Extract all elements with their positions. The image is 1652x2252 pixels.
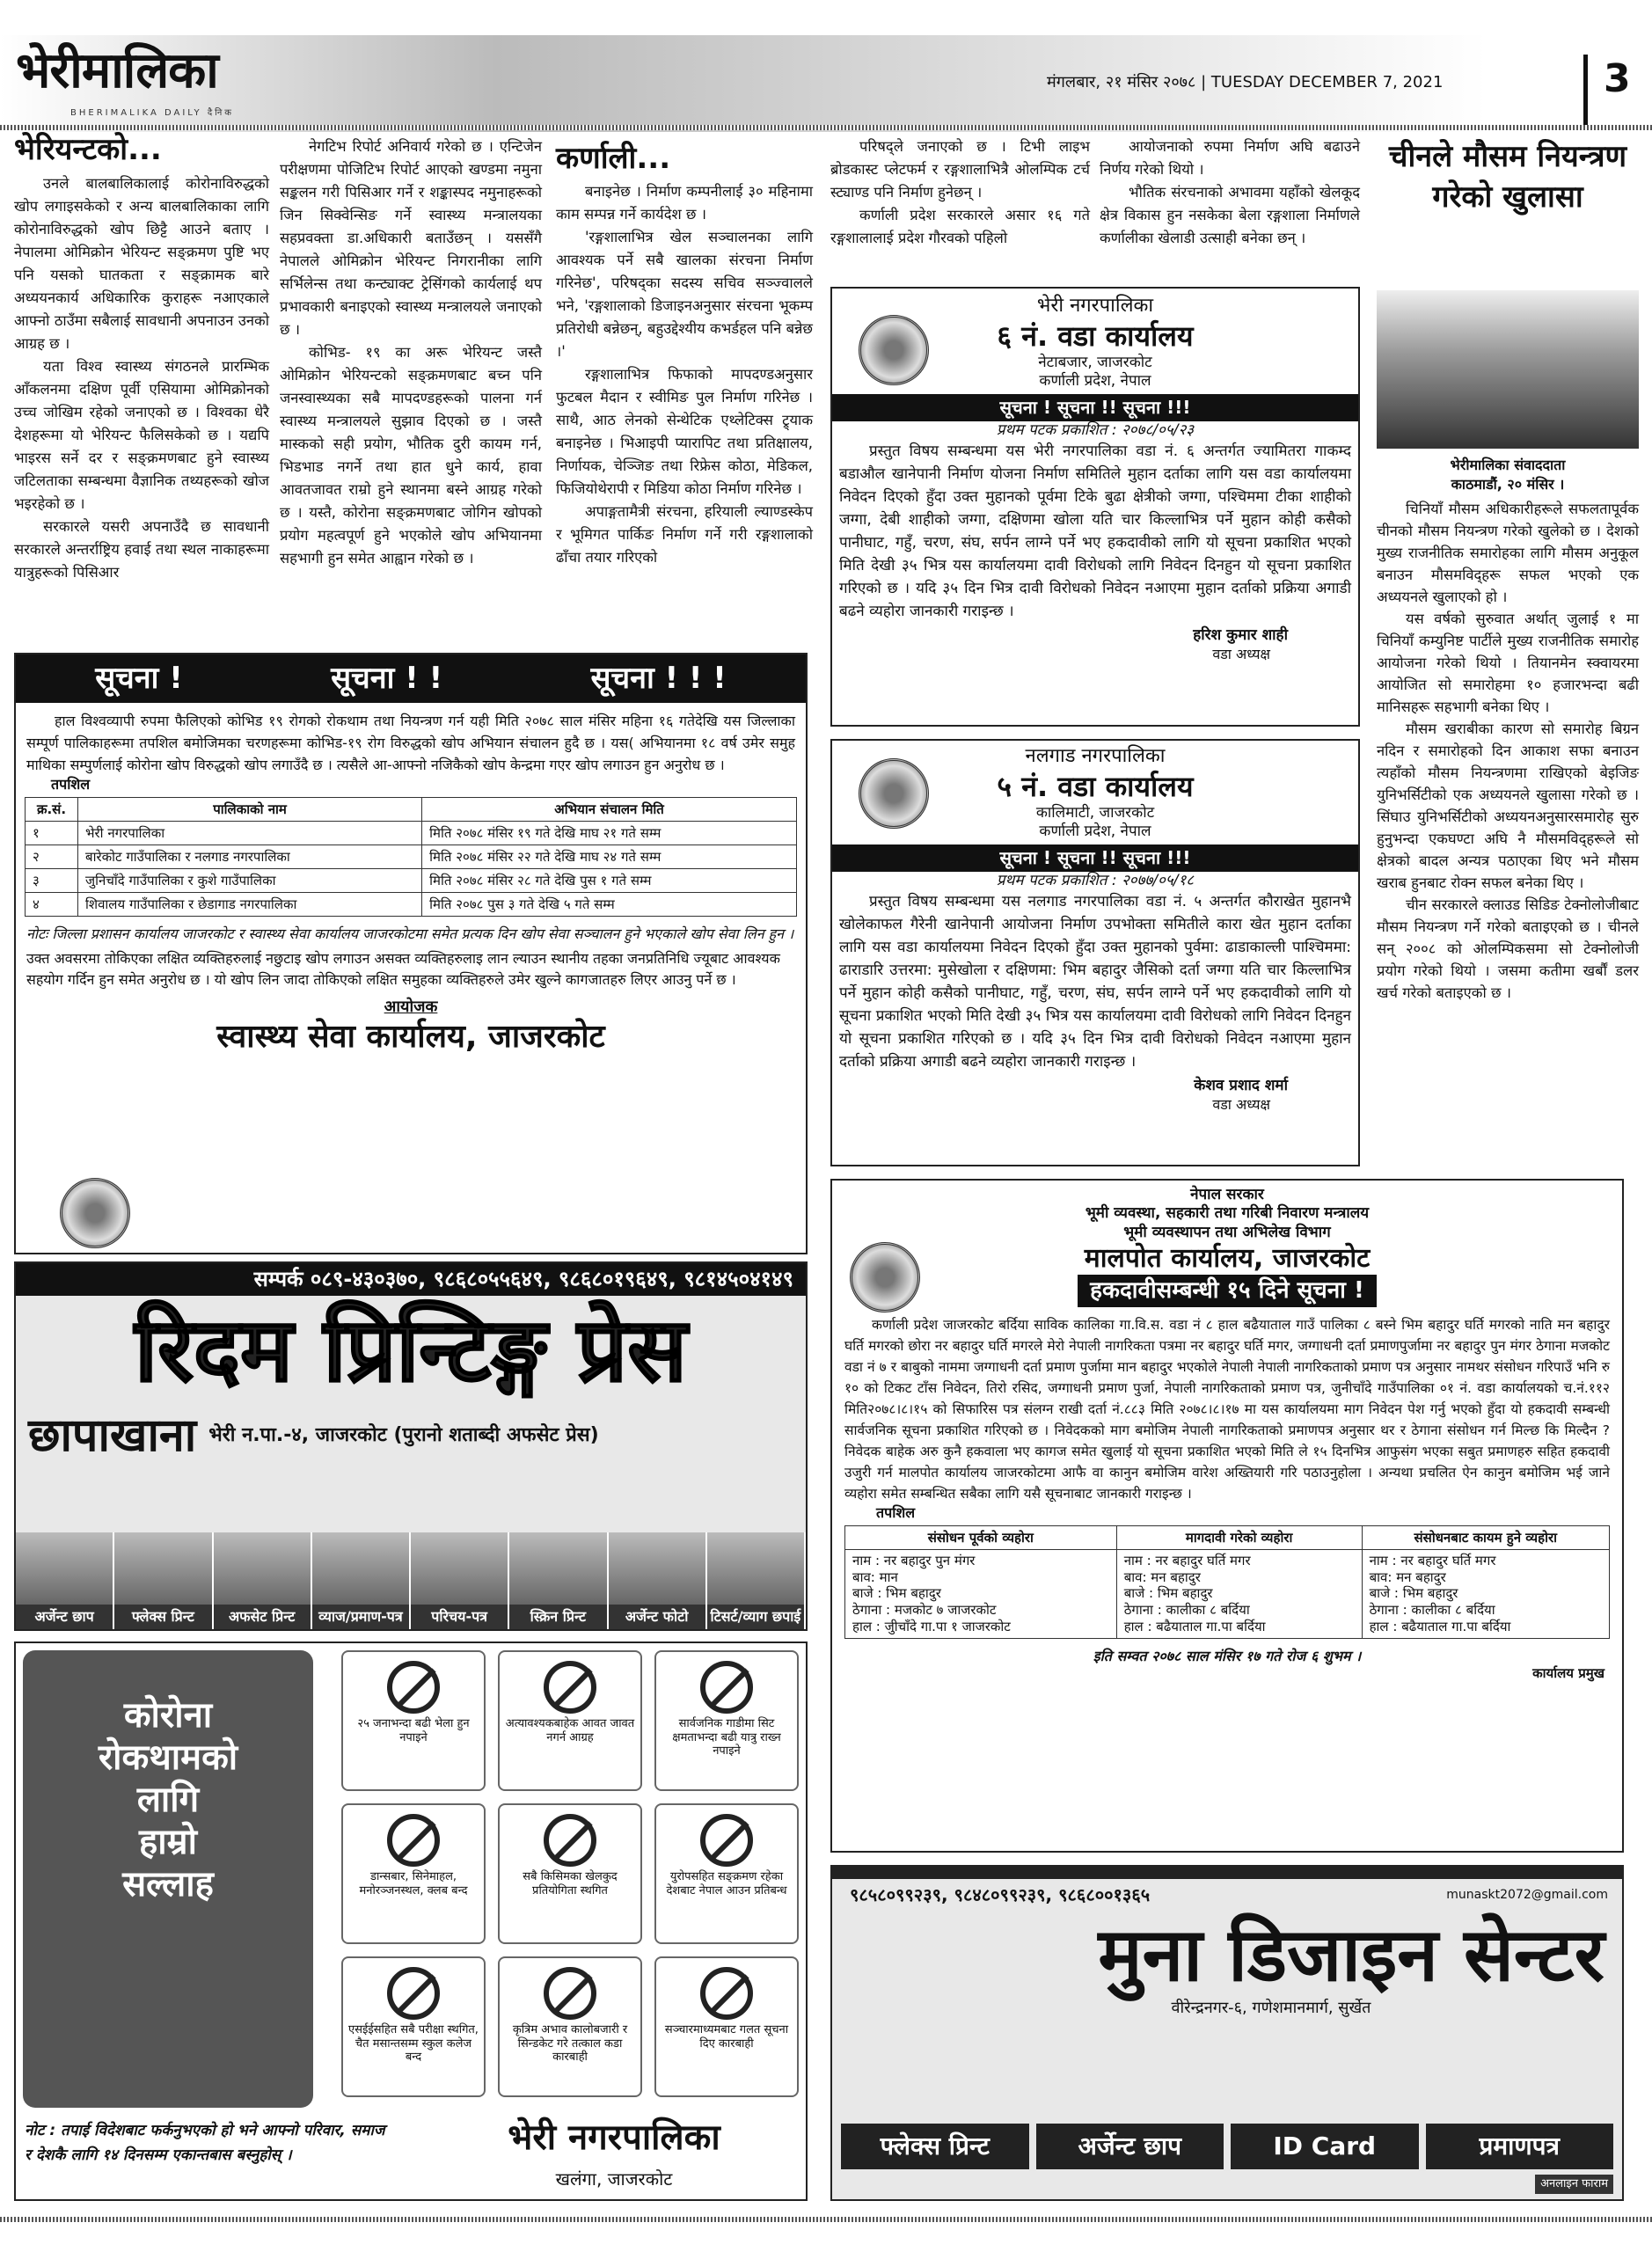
service-image bbox=[707, 1532, 804, 1605]
notice-banner bbox=[16, 654, 806, 703]
ad-contact: सम्पर्क ०८९-४३०३७०, ९८६८०५५६४९, ९८६८०१९६४९, ९८१४५०४१४९ bbox=[16, 1263, 806, 1296]
ad-org: भेरी नगरपालिका bbox=[508, 2117, 720, 2158]
cell-line: बाजे : भिम बहादुर bbox=[1369, 1585, 1458, 1602]
divider bbox=[0, 2217, 1652, 2222]
paragraph: यता विश्व स्वास्थ्य संगठनले प्रारम्भिक आँकलनमा दक्षिण पूर्वी एसियामा ओमिक्रोनको उच्च जोखिम रहेको जनाएको छ । विश्वका धेरै देशहरूमा यो भेरियन्ट फैलिसकेको छ । यद्यपि भाइरस सर्ने दर र सङ्क्रमणबाट हुने स्वास्थ्य जटिलताका सम्बन्धमा वैज्ञानिक तथ्यहरूको खोज भइरहेको छ । bbox=[14, 358, 269, 512]
notice-signer: हरिश कुमार शाही bbox=[1193, 626, 1288, 645]
prohibited-icon bbox=[544, 1814, 596, 1867]
ad-corona bbox=[14, 1641, 808, 2201]
service-image bbox=[411, 1532, 508, 1605]
paragraph: कर्णाली प्रदेश सरकारले असार १६ गते रङ्गशालालाई प्रदेश गौरवको पहिलो bbox=[830, 207, 1090, 246]
ad-note: नोट : तपाई विदेशबाट फर्कनुभएको हो भने आफ्नो परिवार, समाज र देशकै लागि १४ दिनसम्म एकान्तबास बस्नुहोस् । bbox=[25, 2122, 385, 2164]
cell-line: ठेगाना : कालीका ८ बर्दिया bbox=[1369, 1602, 1495, 1618]
nepal-emblem-icon bbox=[859, 315, 929, 385]
byline-name: भेरीमालिका संवाददाता bbox=[1450, 457, 1566, 473]
ad-muna-design bbox=[830, 1865, 1624, 2201]
service-item bbox=[214, 1532, 312, 1629]
cell-line: बाव: मन बहादुर bbox=[1123, 1568, 1201, 1585]
tip-text: डान्सबार, सिनेमाहल, मनोरञ्जनस्थल, क्लब बन्द bbox=[359, 1870, 468, 1897]
tip-card bbox=[498, 1956, 642, 2097]
cell-line: नाम : नर बहादुर घर्ति मगर bbox=[1369, 1552, 1496, 1568]
notice-office: ५ नं. वडा कार्यालय bbox=[997, 769, 1194, 803]
organizer-label: आयोजक bbox=[384, 997, 438, 1016]
table-row bbox=[26, 844, 797, 868]
tip-text: कृत्रिम अभाव कालोबजारी र सिन्डकेट गरे तत्काल कडा कारबाही bbox=[512, 2023, 628, 2065]
article-body bbox=[1377, 498, 1639, 1004]
headline-line: लागि bbox=[136, 1780, 200, 1820]
paragraph: सरकारले यसरी अपनाउँदै छ सावधानी सरकारले अन्तर्राष्ट्रिय हवाई तथा स्थल नाकाहरूमा यात्रुहरूको पिसिआर bbox=[14, 518, 269, 581]
nepal-emblem-icon bbox=[60, 1178, 130, 1248]
column-header: अभियान संचालन मिति bbox=[422, 797, 797, 821]
table-cell bbox=[1362, 1549, 1609, 1638]
notice-ward5 bbox=[830, 739, 1360, 1166]
tip-card bbox=[654, 1803, 799, 1944]
notice-signer-title: वडा अध्यक्ष bbox=[1212, 645, 1270, 662]
cell-line: नाम : नर बहादुर घर्ति मगर bbox=[1123, 1552, 1251, 1568]
tip-text: सञ्चारमाध्यमबाट गलत सूचना दिए कारबाही bbox=[664, 2023, 789, 2051]
cell-line: हाल : जुीचाँदे गा.पा १ जाजरकोट bbox=[852, 1618, 1011, 1634]
table-cell: १ bbox=[26, 821, 78, 844]
paragraph: मौसम खराबीका कारण सो समारोह बिग्रन नदिन र समारोहको दिन आकाश सफा बनाउन त्यहाँको मौसम नियन्त्रणमा राखिएको बेइजिङ युनिभर्सिटीको एक अध्ययनले खुलासा गरेको छ । सिंघाउ युनिभर्सिटीको अध्ययनअनुसारसमारोह सुरु हुनुभन्दा एकघण्टा अघि नै मौसमविद्हरूले सो क्षेत्रको बादल अन्यत्र पठाएका थिए भने मौसम खराब हुनबाट रोक्न सफल बनेका थिए । bbox=[1377, 720, 1639, 891]
ad-stripe bbox=[832, 1867, 1622, 1879]
paragraph: बनाइनेछ । निर्माण कम्पनीलाई ३० महिनामा काम सम्पन्न गर्ने कार्यदेश छ । bbox=[556, 183, 813, 223]
logo-subtitle: BHERIMALIKA DAILY दैनिक bbox=[70, 108, 234, 118]
notice-malpot bbox=[830, 1179, 1624, 1853]
article-title: भेरियन्टको... bbox=[14, 132, 162, 167]
service-label: परिचय-पत्र bbox=[411, 1605, 508, 1629]
tip-card bbox=[498, 1650, 642, 1791]
table-cell: ४ bbox=[26, 892, 78, 916]
service-image bbox=[509, 1532, 606, 1605]
article-body bbox=[14, 172, 269, 584]
tip-text: सबै किसिमका खेलकुद प्रतियोगिता स्थगित bbox=[523, 1870, 618, 1897]
table-cell bbox=[845, 1549, 1117, 1638]
notice-ward6 bbox=[830, 287, 1360, 727]
paragraph: रङ्गशालाभित्र फिफाको मापदण्डअनुसार फुटबल मैदान र स्वीमिङ पुल निर्माण गरिनेछ । साथै, आठ लेनको सेन्थेटिक एथ्लेटिक्स ट्र्याक बनाइनेछ । भिआइपी प्यारापिट तथा प्रतिक्षालय, निर्णायक, चेञ्जिङ तथा रिफ्रेस कोठा, मेडिकल, फिजियोथेरापी र मिडिया कोठा निर्माण गरिनेछ । bbox=[556, 366, 813, 497]
tip-text: २५ जनाभन्दा बढी भेला हुन नपाइने bbox=[357, 1717, 470, 1744]
column-header: संसोधन पूर्वको व्यहोरा bbox=[845, 1525, 1117, 1549]
service-item: अर्जेन्ट छाप bbox=[1036, 2124, 1224, 2169]
tip-text: सार्वजनिक गाडीमा सिट क्षमताभन्दा बढी यात्रु राख्न नपाइने bbox=[672, 1717, 781, 1758]
prohibited-icon bbox=[700, 1967, 753, 2020]
table-cell: मिति २०७८ मंसिर १९ गते देखि माघ २१ गते सम्म bbox=[422, 821, 797, 844]
prohibited-icon bbox=[700, 1814, 753, 1867]
banner-text: सूचना ! ! bbox=[331, 661, 443, 696]
paragraph: परिषद्ले जनाएको छ । टिभी लाइभ ब्रोडकास्ट प्लेटफर्म र रङ्गशालाभित्रै ओलम्पिक टर्च स्ट्याण्ड पनि निर्माण हुनेछन् । bbox=[830, 138, 1090, 201]
service-item bbox=[312, 1532, 411, 1629]
notice-address: कालिमाटी, जाजरकोट bbox=[1035, 803, 1155, 822]
service-item bbox=[509, 1532, 608, 1629]
tip-card bbox=[341, 1803, 486, 1944]
article-title: चीनले मौसम नियन्त्रण गरेको खुलासा bbox=[1388, 139, 1627, 215]
notice-published: प्रथम पटक प्रकाशित : २०७७/०५/१८ bbox=[996, 872, 1195, 889]
tip-card bbox=[654, 1956, 799, 2097]
ad-subtitle: छापाखाना bbox=[28, 1408, 197, 1462]
page-number: 3 bbox=[1583, 55, 1631, 125]
issue-date: मंगलबार, २१ मंसिर २०७८ | TUESDAY DECEMBER 7, 2021 bbox=[1047, 73, 1444, 91]
tip-text: युरोपसहित सङ्क्रमण रहेका देशबाट नेपाल आउन प्रतिबन्ध bbox=[666, 1870, 787, 1897]
paragraph: उनले बालबालिकालाई कोरोनाविरुद्धको खोप लगाइसकेको र अन्य बालबालिकाका लागि कोरोनाविरुद्धको खोप छिट्टै आउने बताए । नेपालमा ओमिक्रोन भेरियन्ट सङ्क्रमण पुष्टि भए पनि यसको घातकता र सङ्क्रामक बारे अध्ययनकार्य अधिकारिक कुराहरू नआएकाले आफ्नो ठाउँमा सबैलाई सावधानी अपनाउन उनको आग्रह छ । bbox=[14, 175, 269, 352]
ad-title: मुना डिजाइन सेन्टर bbox=[1098, 1912, 1604, 1998]
tip-card bbox=[341, 1956, 486, 2097]
service-label: फ्लेक्स प्रिन्ट bbox=[114, 1605, 211, 1629]
notice-signer: केशव प्रशाद शर्मा bbox=[1194, 1077, 1288, 1095]
service-item bbox=[114, 1532, 213, 1629]
notice-address: कर्णाली प्रदेश, नेपाल bbox=[1039, 371, 1151, 390]
notice-note: नोटः जिल्ला प्रशासन कार्यालय जाजरकोट र स्वास्थ्य सेवा कार्यालय जाजरकोटमा समेत प्रत्यक दिन खोप सेवा सञ्चालन हुने भएकाले खोप सेवा लिन हुन । bbox=[26, 925, 794, 942]
ad-online-form: अनलाइन फाराम bbox=[1535, 2175, 1613, 2194]
banner-text: सूचना ! ! ! bbox=[590, 661, 727, 696]
schedule-table bbox=[25, 797, 797, 917]
service-item bbox=[16, 1532, 114, 1629]
service-label: व्याज/प्रमाण-पत्र bbox=[312, 1605, 409, 1629]
tip-text: अत्यावश्यकबाहेक आवत जावत नगर्न आग्रह bbox=[505, 1717, 635, 1744]
service-image bbox=[16, 1532, 113, 1605]
ad-phones: ९८५८०९९२३९, ९८४८०९९२३९, ९८६८००१३६५ bbox=[850, 1884, 1151, 1905]
notice-banner: सूचना ! सूचना !! सूचना !!! bbox=[832, 394, 1358, 421]
article-title: कर्णाली... bbox=[556, 141, 671, 176]
article-photo bbox=[1377, 290, 1639, 449]
tapsil-label: तपशिल bbox=[51, 775, 91, 793]
cell-line: ठेगाना : मजकोट ७ जाजरकोट bbox=[852, 1602, 997, 1618]
table-cell: बारेकोट गाउँपालिका र नलगाड नगरपालिका bbox=[78, 844, 422, 868]
table-row bbox=[26, 868, 797, 892]
notice-banner: हकदावीसम्बन्धी १५ दिने सूचना ! bbox=[1078, 1275, 1377, 1307]
service-label: अर्जेन्ट छाप bbox=[16, 1605, 113, 1629]
service-item bbox=[411, 1532, 509, 1629]
notice-office: ६ नं. वडा कार्यालय bbox=[997, 318, 1194, 353]
notice-body: प्रस्तुत विषय सम्बन्धमा यस नलगाड नगरपालिका वडा नं. ५ अन्तर्गत कौराखेत मुहानभै खोलेकाफल गैरेनी खानेपानी आयोजना निर्माण उपभोक्ता समितीले कारा खेत मुहान दर्ताका लागि यस वडा कार्यालयमा निवेदन दिएको हुँदा उक्त मुहानको पुर्वमा: ढाडाकाल्ली पाश्चिममा: ढाराडारि उत्तरमा: मुसेखोला र दक्षिणमा: भिम बहादुर जैसिको दर्ता जग्गा यति चार किल्लाभित्र पर्ने मुहान कोही कसैको पानीघाट, गहुँ, चरण, संघ, सर्पन लाग्ने पर्ने भए हकदावीको लागि यो सूचना प्रकाशित भएको मिति देखी ३५ भित्र यस कार्यालयमा दावी विरोधको लागि निवेदन दिनहुन यो सूचना प्रकाशित गरिएको छ । यदि ३५ दिन भित्र दावी विरोधको निवेदन नआएमा मुहान दर्ताको प्रक्रिया अगाडी बढने व्यहोरा जानकारी गराइन्छ । bbox=[839, 893, 1351, 1071]
notice-closing: इति सम्वत २०७८ साल मंसिर १७ गते रोज ६ शुभम । bbox=[1093, 1647, 1362, 1664]
table-cell: जुनिचाँदे गाउँपालिका र कुशे गाउँपालिका bbox=[78, 868, 422, 892]
table-cell bbox=[1116, 1549, 1362, 1638]
notice-line: भूमी व्यवस्था, सहकारी तथा गरिबी निवारण मन्त्रालय bbox=[1085, 1204, 1370, 1223]
notice-body: प्रस्तुत विषय सम्बन्धमा यस भेरी नगरपालिका वडा नं. ६ अन्तर्गत ज्यामितरा गाकम्द बडाऔल खानेपानी निर्माण योजना निर्माण समितिले मुहान दर्ताका लागि यस वडा कार्यालयमा निवेदन दिएको हुँदा उक्त मुहानको पूर्वमा टिके बुढा क्षेत्रीको जग्गा, पश्चिममा टीका शाहीको जग्गा, देबी शाहीको जग्गा, दक्षिणमा खोला यति चार किल्लाभित्र पर्ने मुहान कोही कसैको पानीघाट, गहुँ, चरण, संघ, सर्पन लाग्ने पर्ने भए हकदावीको लागि यो सूचना प्रकाशित भएको मिति देखी ३५ भित्र यस कार्यालयमा दावी विरोधको लागि निवेदन दिनहुन यो सूचना प्रकाशित गरिएको छ । यदि ३५ दिन भित्र दावी विरोधको निवेदन नआएमा मुहान दर्ताको प्रक्रिया अगाडी बढने व्यहोरा जानकारी गराइन्छ । bbox=[839, 442, 1351, 621]
notice-org: नलगाड नगरपालिका bbox=[1025, 745, 1166, 767]
paragraph: भौतिक संरचनाको अभावमा यहाँको खेलकूद क्षेत्र विकास हुन नसकेका बेला रङ्गशाला निर्माणले कर्णालीका खेलाडी उत्साही बनेका छन् । bbox=[1100, 184, 1360, 246]
table-cell: शिवालय गाउँपालिका र छेडागाड नगरपालिका bbox=[78, 892, 422, 916]
notice-signer: कार्यालय प्रमुख bbox=[1532, 1664, 1604, 1681]
notice-office: मालपोत कार्यालय, जाजरकोट bbox=[1084, 1242, 1371, 1274]
organizer-name: स्वास्थ्य सेवा कार्यालय, जाजरकोट bbox=[216, 1019, 605, 1055]
table-cell: मिति २०७८ पुस ३ गते देखि ५ गते सम्म bbox=[422, 892, 797, 916]
service-label: अर्जेन्ट फोटो bbox=[609, 1605, 705, 1629]
prohibited-icon bbox=[700, 1661, 753, 1714]
prohibited-icon bbox=[387, 1661, 440, 1714]
service-image bbox=[214, 1532, 311, 1605]
headline-line: रोकथामको bbox=[98, 1737, 238, 1778]
table-row bbox=[26, 892, 797, 916]
prohibited-icon bbox=[387, 1814, 440, 1867]
article-body bbox=[1100, 135, 1360, 250]
cell-line: बाव: मान bbox=[852, 1568, 898, 1585]
byline bbox=[1377, 456, 1639, 494]
notice-published: प्रथम पटक प्रकाशित : २०७८/०५/२३ bbox=[996, 421, 1195, 439]
cell-line: नाम : नर बहादुर पुन मंगर bbox=[852, 1552, 976, 1568]
service-item: प्रमाणपत्र bbox=[1426, 2124, 1614, 2169]
nepal-emblem-icon bbox=[850, 1242, 920, 1312]
service-image bbox=[312, 1532, 409, 1605]
notice-address: नेटाबजार, जाजरकोट bbox=[1038, 353, 1152, 371]
corona-panel bbox=[23, 1650, 313, 2108]
ad-email: munaskt2072@gmail.com bbox=[1446, 1887, 1608, 1902]
table-cell: भेरी नगरपालिका bbox=[78, 821, 422, 844]
prohibited-icon bbox=[544, 1967, 596, 2020]
record-table bbox=[844, 1525, 1610, 1639]
notice-body: कर्णाली प्रदेश जाजरकोट बर्दिया साविक कालिका गा.वि.स. वडा नं ८ हाल बढैयाताल गाउँ पालिका ८ बस्ने भिम बहादुर घर्ति मगरको नाति मन बहादुर घर्ति मगरको छोरा नर बहादुर घर्ति मगरले मेरो नेपाली नागरिकता पत्रमा नर बहादुर घर्ति मगर, जग्गाधनी दर्ता प्रमाणपुर्जामा नर बहादुर पुन मंगर ठेगाना मजकोट वडा नं ७ र बाबुको नाममा जग्गाधनी दर्ता प्रमाण पुर्जामा मान बहादुर भएकोले नेपाली नेपाली नागरिकताको प्रमाण पत्र अनुसार नामथर संसोधन गरिपाउँ भनि रु १० को टिकट टाँस निवेदन, तिरो रसिद, जग्गाधनी प्रमाण पुर्जा, नेपाली नागरिकताको प्रमाण पत्र, जुनीचाँदे गाउँपालिका ०१ नं. वडा कार्यालयको च.नं.११२ मिति२०७८।८।१५ को सिफारिस पत्र संलग्न राखी दर्ता नं.८८३ मिति २०७८।८।१७ मा यस कार्यालयमा माग निवेदन पेश गर्नु भएको हुँदा यो हकदावी सम्बन्धी सार्वजनिक सूचना प्रकाशित गरिएको छ । निवेदकको माग बमोजिम नेपाली नागरिकताको प्रमाणपत्र अनुसार थर र ठेगाना संसोधन गर्न मिल्छ कि मिल्दैन ? निवेदक बाहेक अरु कुनै हकवाला भए कागज समेत खुलाई यो सूचना प्रकाशित भएको मिति ले १५ दिनभित्र आफुसंग भएका सबुत प्रमाणहरु सहित हकदावी उजुरी गर्न मालपोत कार्यालय जाजरकोटमा आफै वा कानुन बमोजिम वारेश अख्तियारी गरि पठाउनुहोला । अन्यथा प्रचलित ऐन कानुन बमोजिम भई जाने व्यहोरा समेत सम्बन्धित सबैका लागि यसै सूचनाबाट जानकारी गराइन्छ । bbox=[844, 1316, 1610, 1502]
paragraph: आयोजनाको रुपमा निर्माण अघि बढाउने निर्णय गरेको थियो । bbox=[1100, 138, 1360, 178]
column-header: संसोधनबाट कायम हुने व्यहोरा bbox=[1362, 1525, 1609, 1549]
notice-org: भेरी नगरपालिका bbox=[1036, 295, 1154, 317]
notice-line: भूमी व्यवस्थापन तथा अभिलेख विभाग bbox=[1123, 1223, 1331, 1241]
table-cell: मिति २०७८ मंसिर २२ गते देखि माघ २४ गते सम्म bbox=[422, 844, 797, 868]
cell-line: बाव: मन बहादुर bbox=[1369, 1568, 1446, 1585]
headline-line: हाम्रो bbox=[139, 1822, 197, 1862]
cell-line: हाल : बढैयाताल गा.पा बर्दिया bbox=[1369, 1618, 1511, 1634]
ad-address: भेरी न.पा.-४, जाजरकोट (पुरानो शताब्दी अफसेट प्रेस) bbox=[208, 1423, 599, 1446]
cell-line: बाजे : भिम बहादुर bbox=[1123, 1585, 1213, 1602]
article-body bbox=[556, 180, 813, 569]
headline-line: सल्लाह bbox=[122, 1864, 214, 1905]
prohibited-icon bbox=[387, 1967, 440, 2020]
byline-dateline: काठमाडौं, २० मंसिर । bbox=[1451, 476, 1565, 493]
service-label: अफसेट प्रिन्ट bbox=[214, 1605, 311, 1629]
table-cell: ३ bbox=[26, 868, 78, 892]
cell-line: हाल : बढैयाताल गा.पा बर्दिया bbox=[1123, 1618, 1266, 1634]
notice-address: कर्णाली प्रदेश, नेपाल bbox=[1039, 822, 1151, 840]
column-header: पालिकाको नाम bbox=[78, 797, 422, 821]
paragraph: चीन सरकारले क्लाउड सिडिङ टेक्नोलोजीबाट मौसम नियन्त्रण गर्ने गरेको बताइएको छ । चीनले सन् २००८ को ओलम्पिकसमा सो टेक्नोलोजी प्रयोग गरेको थियो । जसमा कतीमा खर्बौं डलर खर्च गरेको बताइएको छ । bbox=[1377, 896, 1639, 1001]
notice-note: उक्त अवसरमा तोकिएका लक्षित व्यक्तिहरुलाई नछुटाइ खोप लगाउन असक्त व्यक्तिहरुलाइ लान ल्याउन स्थानीय तहका जनप्रतिनिधि ज्यूबाट आवश्यक सहयोग गर्दिन हुन समेत अनुरोध छ । यो खोप लिन जादा तोकिएको लक्षित समुहका व्यक्तिहरुले उमेर खुल्ने कागजातहरु लिएर आउनु पर्ने छ । bbox=[26, 949, 780, 988]
ad-address: वीरेन्द्रनगर-६, गणेशमानमार्ग, सुर्खेत bbox=[1171, 1999, 1371, 2017]
tip-text: एसईईसहित सबै परीक्षा स्थगित, चैत मसान्तसम्म स्कुल कलेज बन्द bbox=[348, 2023, 479, 2065]
service-label: टिसर्ट/व्याग छपाई bbox=[707, 1605, 804, 1629]
table-cell: २ bbox=[26, 844, 78, 868]
tip-card bbox=[654, 1650, 799, 1791]
divider bbox=[0, 125, 1652, 130]
newspaper-logo: भेरीमालिका bbox=[16, 42, 218, 99]
paragraph: चिनियाँ मौसम अधिकारीहरूले सफलतापूर्वक चीनको मौसम नियन्त्रण गरेको खुलेको छ । देशको मुख्य राजनीतिक समारोहका लागि मौसम अनुकूल बनाउन मौसमविद्हरू सफल भएको एक अध्ययनले खुलाएको हो । bbox=[1377, 501, 1639, 605]
banner-text: सूचना ! bbox=[95, 661, 183, 696]
service-item bbox=[609, 1532, 707, 1629]
table-row bbox=[26, 821, 797, 844]
headline-line: कोरोना bbox=[123, 1695, 213, 1736]
paragraph: कोभिड- १९ का अरू भेरियन्ट जस्तै ओमिक्रोन भेरियन्टको सङ्क्रमणबाट बच्न पनि जनस्वास्थ्यका सबै मापदण्डहरूको पालना गर्न स्वास्थ्य मन्त्रालयले सुझाव दिएको छ । जस्तै मास्कको सही प्रयोग, भौतिक दुरी कायम गर्न, भिडभाड नगर्ने तथा हात धुने कार्य, हावा आवतजावत राम्रो हुने स्थानमा बस्ने आग्रह गरेको छ । यस्तै, कोरोना सङ्क्रमणबाट जोगिन खोपको प्रयोग महत्वपूर्ण हुने भएकोले खोप अभियानमा सहभागी हुन समेत आह्वान गरेको छ । bbox=[280, 344, 542, 567]
notice-line: नेपाल सरकार bbox=[1190, 1186, 1264, 1203]
notice-body: हाल विश्वव्यापी रुपमा फैलिएको कोभिड १९ रोगको रोकथाम तथा नियन्त्रण गर्न यही मिति २०७८ साल मंसिर महिना १६ गतेदेखि यस जिल्लाका सम्पूर्ण पालिकाहरूमा तपशिल बमोजिमका चरणहरूमा कोभिड-१९ रोग विरुद्धको खोप अभियान संचालन हुदै छ । यस( अभियानमा १८ वर्ष उमेर समुह माथिका सम्पुर्णलाई कोरोना खोप विरुद्धको खोप लगाउँदै छ । त्यसैले आ-आफ्नो नजिकैको खोप केन्द्रमा गएर खोप लगाउन हुन अनुरोध छ । bbox=[26, 712, 795, 773]
ad-org-address: खलंगा, जाजरकोट bbox=[555, 2168, 673, 2190]
service-item: फ्लेक्स प्रिन्ट bbox=[841, 2124, 1029, 2169]
notice-vaccine bbox=[14, 653, 808, 1254]
tapsil-label: तपशिल bbox=[876, 1503, 916, 1521]
paragraph: नेगटिभ रिपोर्ट अनिवार्य गरेको छ । एन्टिजेन परीक्षणमा पोजिटिभ रिपोर्ट आएको खण्डमा नमुना सङ्कलन गरी पिसिआर गर्ने र शङ्कास्पद नमुनाहरूको जिन सिक्वेन्सिङ गर्ने स्वास्थ्य मन्त्रालयका सहप्रवक्ता डा.अधिकारी बताउँछन् । यससँगै नेपालले ओमिक्रोन भेरियन्ट निगरानीका लागि सर्भिलेन्स तथा कन्ट्याक्ट ट्रेसिंगको कार्यलाई थप प्रभावकारी बनाइएको स्वास्थ्य मन्त्रालयले जनाएको छ । bbox=[280, 138, 542, 338]
paragraph: यस वर्षको सुरुवात अर्थात् जुलाई १ मा चिनियाँ कम्युनिष्ट पार्टीले मुख्य राजनीतिक समारोह आयोजना गरेको थियो । तियानमेन स्क्वायरमा आयोजित सो समारोहमा १० हजारभन्दा बढी मानिसहरू सहभागी बनेका थिए । bbox=[1377, 611, 1639, 715]
cell-line: ठेगाना : कालीका ८ बर्दिया bbox=[1123, 1602, 1250, 1618]
tip-card bbox=[341, 1650, 486, 1791]
table-cell: मिति २०७८ मंसिर २८ गते देखि पुस १ गते सम्म bbox=[422, 868, 797, 892]
tip-card bbox=[498, 1803, 642, 1944]
prohibited-icon bbox=[544, 1661, 596, 1714]
ad-rhythm-printing bbox=[14, 1261, 808, 1631]
service-item: ID Card bbox=[1231, 2124, 1419, 2169]
service-label: स्क्रिन प्रिन्ट bbox=[509, 1605, 606, 1629]
service-image bbox=[609, 1532, 705, 1605]
nepal-emblem-icon bbox=[859, 758, 929, 829]
notice-signer-title: वडा अध्यक्ष bbox=[1212, 1095, 1270, 1113]
article-body bbox=[830, 135, 1090, 250]
article-body bbox=[280, 135, 542, 570]
ad-title: रिदम प्रिन्टिङ्ग प्रेस bbox=[135, 1298, 687, 1401]
paragraph: अपाङ्गतामैत्री संरचना, हरियाली ल्याण्डस्केप र भूमिगत पार्किङ निर्माण गर्ने गरी रङ्गशालाको ढाँचा तयार गरिएको bbox=[556, 503, 813, 566]
service-image bbox=[114, 1532, 211, 1605]
notice-banner: सूचना ! सूचना !! सूचना !!! bbox=[832, 844, 1358, 872]
column-header: क्र.सं. bbox=[26, 797, 78, 821]
cell-line: बाजे : भिम बहादुर bbox=[852, 1585, 941, 1602]
column-header: मागदावी गरेको व्यहोरा bbox=[1116, 1525, 1362, 1549]
service-item bbox=[707, 1532, 806, 1629]
paragraph: 'रङ्गशालाभित्र खेल सञ्चालनका लागि आवश्यक पर्ने सबै खालका संरचना निर्माण गरिनेछ', परिषद्का सदस्य सचिव सञ्ज्वालले भने, 'रङ्गशालाको डिजाइनअनुसार संरचना भूकम्प प्रतिरोधी बन्नेछन्, बहुउद्देश्यीय कभर्डहल पनि बन्नेछ ।' bbox=[556, 229, 813, 360]
